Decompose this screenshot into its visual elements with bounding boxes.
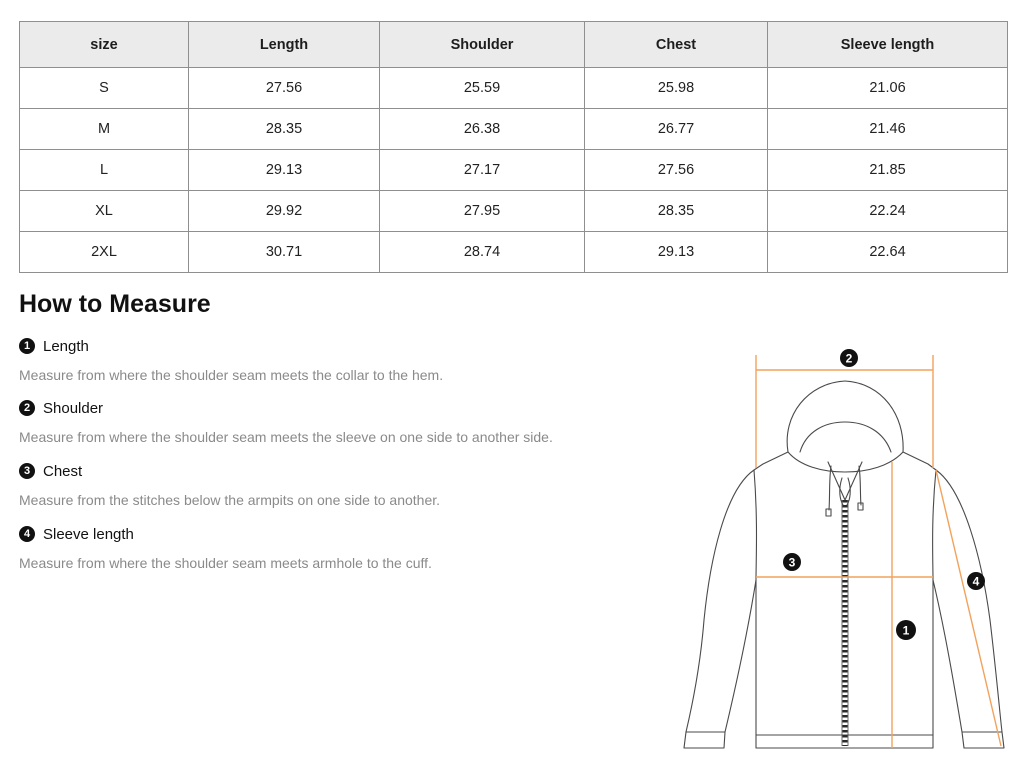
hoodie-icon [676,340,1016,760]
measurement-lines [756,355,1001,748]
hoodie-outline [684,381,1004,748]
badge-label: 2 [845,351,853,366]
step-description: Measure from where the shoulder seam meets the sleeve on one side to another side. [19,429,553,445]
cell-shoulder: 25.59 [380,68,585,109]
step-description: Measure from where the shoulder seam meets armhole to the cuff. [19,555,432,571]
cell-chest: 28.35 [585,191,768,232]
header-length: Length [189,22,380,68]
cell-chest: 27.56 [585,150,768,191]
cell-size: XL [20,191,189,232]
cell-size: 2XL [20,232,189,273]
cell-shoulder: 26.38 [380,109,585,150]
cell-sleeve-length: 22.64 [768,232,1008,273]
step-number-badge: 2 [19,400,35,416]
table-row [20,232,1008,273]
step-name: Chest [43,462,83,480]
step-name: Length [43,337,89,355]
measure-step-shoulder [19,398,553,445]
step-description: Measure from where the shoulder seam meets the collar to the hem. [19,367,444,383]
cell-sleeve-length: 21.85 [768,150,1008,191]
cell-chest: 29.13 [585,232,768,273]
header-size: size [20,22,189,68]
cell-length: 30.71 [189,232,380,273]
table-row [20,68,1008,109]
cell-sleeve-length: 21.06 [768,68,1008,109]
table-row [20,150,1008,191]
cell-length: 29.13 [189,150,380,191]
header-sleeve-length: Sleeve length [768,22,1008,68]
measure-step-chest [19,461,440,508]
measure-step-length [19,336,443,383]
cell-sleeve-length: 22.24 [768,191,1008,232]
table-header-row [20,22,1008,68]
cell-length: 29.92 [189,191,380,232]
badge-label: 1 [902,623,910,638]
badge-shoulder [840,349,858,367]
step-name: Shoulder [43,399,104,417]
badge-chest [783,553,801,571]
header-chest: Chest [585,22,768,68]
cell-length: 27.56 [189,68,380,109]
cell-shoulder: 28.74 [380,232,585,273]
size-chart-table [19,21,1008,273]
badge-label: 3 [788,555,796,570]
badge-length [896,620,916,640]
cell-size: S [20,68,189,109]
sleeve-measure-line [936,470,1001,746]
step-number-badge: 3 [19,463,35,479]
cell-shoulder: 27.95 [380,191,585,232]
badge-sleeve-length [967,572,985,590]
step-number-badge: 1 [19,338,35,354]
table-row [20,109,1008,150]
header-shoulder: Shoulder [380,22,585,68]
step-description: Measure from the stitches below the armpits on one side to another. [19,492,441,508]
cell-chest: 26.77 [585,109,768,150]
cell-size: M [20,109,189,150]
cell-length: 28.35 [189,109,380,150]
step-number-badge: 4 [19,526,35,542]
cell-chest: 25.98 [585,68,768,109]
how-to-measure-title: How to Measure [19,290,211,318]
badge-label: 4 [972,574,980,589]
table-row [20,191,1008,232]
cell-shoulder: 27.17 [380,150,585,191]
step-name: Sleeve length [43,525,134,543]
cell-sleeve-length: 21.46 [768,109,1008,150]
measure-step-sleeve-length [19,524,432,571]
cell-size: L [20,150,189,191]
